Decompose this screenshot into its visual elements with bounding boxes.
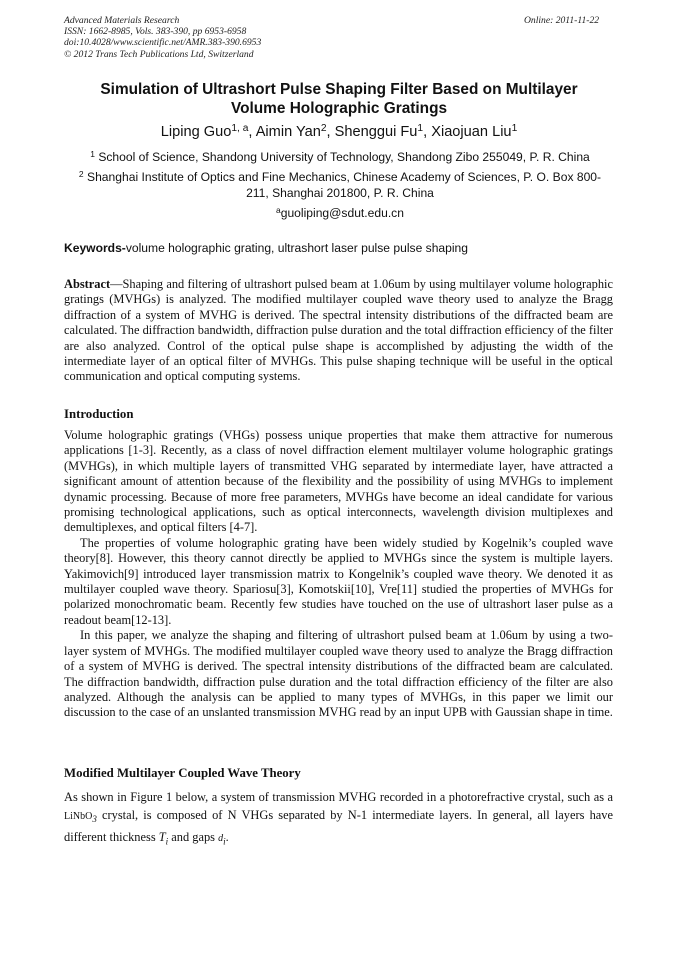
affil-2-sup: 2	[78, 168, 84, 179]
theory-text-1: As shown in Figure 1 below, a system of transmission MVHG recorded in a photorefractive crystal, such as a	[64, 790, 613, 804]
affiliation-1	[70, 149, 610, 165]
author-sep: ,	[423, 124, 432, 140]
symbol-gap	[218, 830, 226, 847]
keywords-text: volume holographic grating, ultrashort laser pulse pulse shaping	[125, 241, 469, 255]
author-name: Xiaojuan Liu	[431, 124, 512, 140]
affil-1-sup: 1	[90, 148, 95, 159]
intro-paragraph-3: In this paper, we analyze the shaping and filtering of ultrashort pulsed beam at 1.06um by using a two-layer system of MVHGs. The modified multilayer coupled wave theory used to analyze the Bragg diffraction of a system of MVHG is derived. The spectral intensity distributions of the diffracted beam are calculated. The diffraction bandwidth, diffraction pulse duration and the total diffraction efficiency of the filter are also analyzed. Although the analysis can be applied to many types of MVHGs, in this paper we limit our discussion to the case of an unslanted transmission MVHG read by an input UPB with Gaussian shape in time.	[64, 628, 613, 720]
symbol-d: d	[218, 833, 224, 844]
theory-paragraph	[64, 788, 613, 850]
crystal-name: LiNbO	[64, 811, 93, 822]
affil-1-text: School of Science, Shandong University of Technology, Shandong Zibo 255049, P. R. China	[98, 150, 590, 164]
theory-text-3: and gaps	[168, 830, 219, 844]
online-date: Online: 2011-11-22	[524, 15, 600, 26]
symbol-T-subscript: i	[165, 836, 169, 847]
title-line-2: Volume Holographic Gratings	[230, 100, 448, 117]
doi-line: doi:10.4028/www.scientific.net/AMR.383-390.6953	[64, 37, 262, 49]
affil-2-text: Shanghai Institute of Optics and Fine Mechanics, Chinese Academy of Sciences, P. O. Box 800-211, Shanghai 201800, P. R. China	[87, 170, 602, 200]
intro-paragraph-2: The properties of volume holographic grating have been widely studied by Kogelnik’s coupled wave theory[8]. However, this theory cannot directly be applied to MVHGs since the system is multiple layers. Yakimovich[9] introduced layer transmission matrix to Kongelnik’s coupled wave theory. We denoted it as multilayer coupled wave theory. Spariosu[3], Komotskii[10], Vre[11] studied the properties of MVHGs for polarized monochromatic beam. Recently few studies have touched on the use of ultrashort laser pulse as a readout beam[12-13].	[64, 535, 613, 627]
corresponding-email	[70, 205, 610, 221]
abstract-label: Abstract	[64, 277, 111, 291]
journal-header	[64, 15, 261, 60]
introduction-body	[64, 428, 613, 721]
abstract-text: —Shaping and filtering of ultrashort pulsed beam at 1.06um by using multilayer volume holographic gratings (MVHGs) is analyzed. The modified multilayer coupled wave theory used to analyze the Bragg diffraction of a system of MVHG is derived. The spectral intensity distributions of the diffracted beam are calculated. The diffraction bandwidth, diffraction pulse duration and the total diffraction efficiency of the filter are also analyzed. Control of the optical pulse shape is accomplished by adjusting the width of the intermediate layer of an optical filter of MVHGs. This pulse shaping technique will be useful in the optical communication and optical computing systems.	[64, 277, 613, 384]
symbol-thickness	[158, 830, 169, 847]
keywords	[64, 240, 624, 256]
affiliation-2	[70, 169, 610, 201]
author-affil-sup: 1	[511, 122, 518, 134]
intro-paragraph-1: Volume holographic gratings (VHGs) possess unique properties that make them attractive for numerous applications [1-3]. Recently, as a class of novel diffraction element multilayer volume holographic gratings (MVHGs), in which multiple layers of transmitted VHG separated by intermediate layer, have attracted a significant amount of attention because of the flexibility and the possibility of using MVHGs to implement dynamic processing. Because of more free parameters, MVHGs have become an ideal candidate for various promising technological applications, such as optical interconnects, wavelength division multiplexes and demultiplexes, and optical filters [4-7].	[64, 428, 613, 535]
crystal-subscript: 3	[92, 814, 97, 824]
title-line-1: Simulation of Ultrashort Pulse Shaping Filter Based on Multilayer	[100, 81, 578, 98]
symbol-d-subscript: i	[223, 836, 226, 847]
author-sep: ,	[248, 124, 256, 140]
symbol-T: T	[158, 830, 166, 844]
author-name: Liping Guo	[160, 124, 232, 140]
theory-heading: Modified Multilayer Coupled Wave Theory	[64, 766, 301, 780]
introduction-heading: Introduction	[64, 407, 134, 421]
theory-text-4: .	[225, 830, 229, 844]
author-affil-sup: 1, a	[231, 122, 249, 134]
journal-name: Advanced Materials Research	[64, 15, 180, 26]
email-sup: a	[276, 204, 281, 215]
theory-text-2: crystal, is composed of N VHGs separated by N-1 intermediate layers. In general, all layers have different thickness	[64, 808, 613, 844]
issn-line: ISSN: 1662-8985, Vols. 383-390, pp 6953-6958	[64, 26, 247, 38]
email-text: guoliping@sdut.edu.cn	[280, 206, 404, 220]
abstract	[64, 277, 613, 385]
author-list	[60, 122, 618, 142]
keywords-label: Keywords-	[64, 241, 126, 255]
author-affil-sup: 1	[417, 122, 424, 134]
author-affil-sup: 2	[320, 122, 327, 134]
author-name: Aimin Yan	[255, 124, 321, 140]
author-sep: ,	[326, 124, 335, 140]
copyright-line: © 2012 Trans Tech Publications Ltd, Switzerland	[64, 48, 254, 60]
paper-title	[60, 80, 618, 118]
author-name: Shenggui Fu	[334, 124, 418, 140]
crystal-formula	[64, 811, 97, 822]
